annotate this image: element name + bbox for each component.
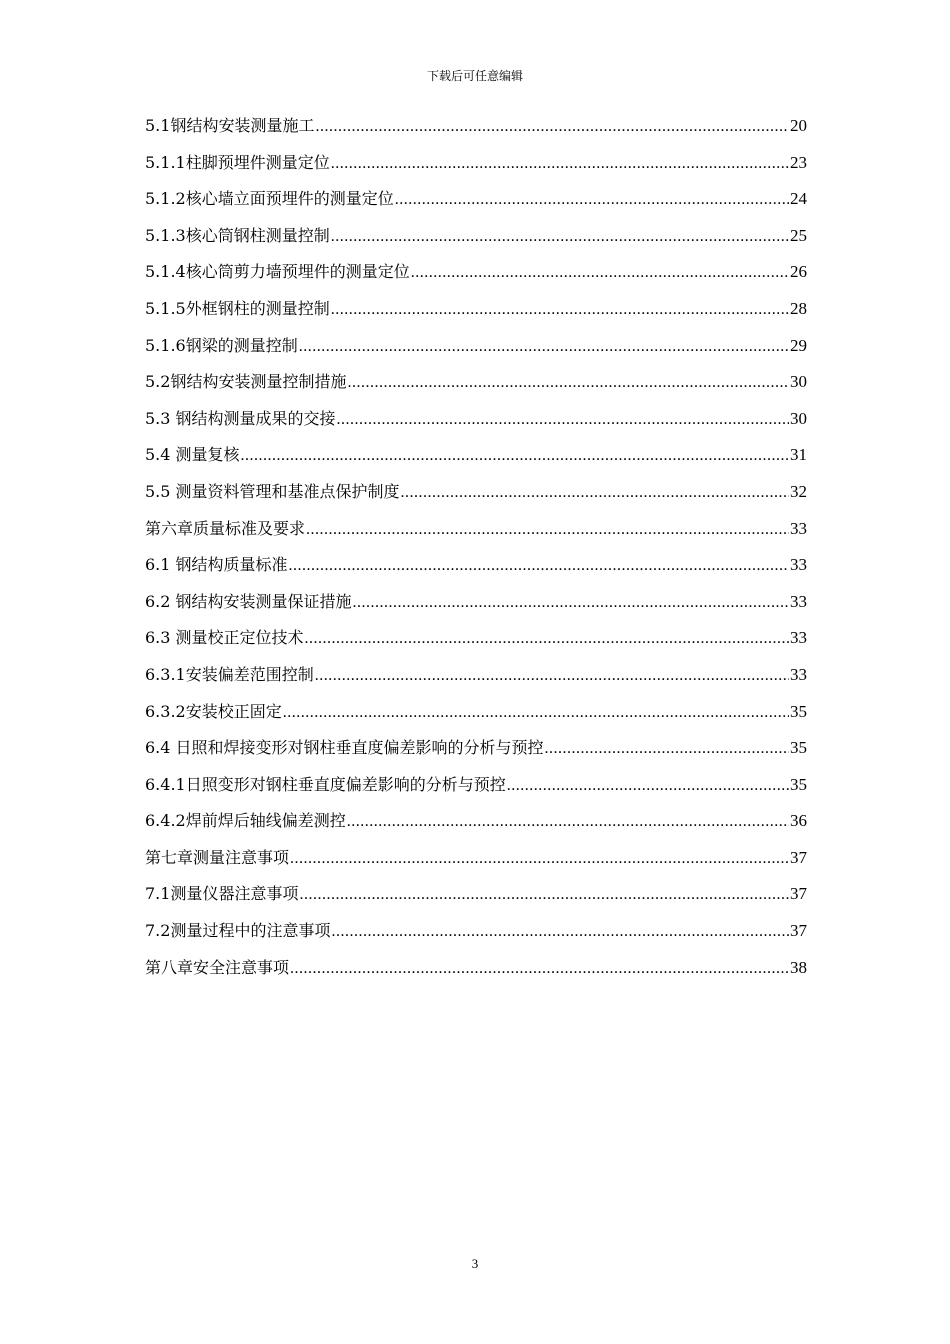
toc-entry[interactable] <box>145 620 807 657</box>
toc-entry[interactable] <box>145 364 807 401</box>
page-number: 3 <box>471 1256 479 1271</box>
toc-leader-dots <box>507 768 789 805</box>
toc-entry[interactable] <box>145 181 807 218</box>
toc-leader-dots <box>395 182 789 219</box>
toc-entry-page: 33 <box>790 518 807 538</box>
toc-leader-dots <box>306 512 789 549</box>
page-header: 下载后可任意编辑 <box>426 69 523 83</box>
toc-entry-page: 37 <box>790 847 807 867</box>
toc-entry-page: 20 <box>790 116 807 135</box>
toc-leader-dots <box>401 475 789 512</box>
toc-entry-page: 33 <box>790 555 807 575</box>
toc-entry-page: 38 <box>790 957 807 977</box>
toc-entry-title: 5.2钢结构安装测量控制措施 <box>145 372 347 392</box>
table-of-contents <box>145 108 807 986</box>
toc-leader-dots <box>331 146 789 183</box>
toc-entry-page: 23 <box>790 152 807 172</box>
toc-leader-dots <box>299 877 789 914</box>
toc-entry-title: 6.3.2安装校正固定 <box>145 701 282 721</box>
toc-entry-title: 5.1.6钢梁的测量控制 <box>145 335 298 355</box>
toc-leader-dots <box>241 438 789 475</box>
toc-entry[interactable] <box>145 730 807 767</box>
toc-entry-title: 5.5 测量资料管理和基准点保护制度 <box>145 481 400 501</box>
toc-entry-page: 25 <box>790 225 807 245</box>
toc-entry-page: 30 <box>790 372 807 392</box>
toc-entry-title: 6.1 钢结构质量标准 <box>145 555 288 575</box>
toc-entry[interactable] <box>145 803 807 840</box>
toc-entry-title: 6.3.1安装偏差范围控制 <box>145 664 314 684</box>
toc-entry-title: 6.4.1日照变形对钢柱垂直度偏差影响的分析与预控 <box>145 774 506 794</box>
toc-leader-dots <box>331 292 789 329</box>
toc-entry[interactable] <box>145 694 807 731</box>
toc-leader-dots <box>337 402 789 439</box>
toc-entry-page: 35 <box>790 738 807 758</box>
toc-entry-page: 37 <box>790 921 807 941</box>
toc-leader-dots <box>305 621 789 658</box>
toc-leader-dots <box>353 585 789 622</box>
toc-entry[interactable] <box>145 254 807 291</box>
toc-entry-page: 33 <box>790 591 807 611</box>
toc-leader-dots <box>331 219 789 256</box>
toc-entry-title: 5.1.2核心墙立面预埋件的测量定位 <box>145 189 394 209</box>
toc-entry-title: 5.1钢结构安装测量施工 <box>145 116 315 135</box>
toc-leader-dots <box>290 951 789 988</box>
toc-entry-title: 5.1.1柱脚预埋件测量定位 <box>145 152 330 172</box>
toc-entry-title: 5.3 钢结构测量成果的交接 <box>145 408 336 428</box>
toc-entry-page: 26 <box>790 262 807 282</box>
toc-entry-page: 35 <box>790 701 807 721</box>
toc-leader-dots <box>289 548 789 585</box>
toc-entry-title: 第七章测量注意事项 <box>145 847 290 867</box>
toc-entry-title: 第六章质量标准及要求 <box>145 518 306 538</box>
toc-entry-page: 24 <box>790 189 807 209</box>
toc-leader-dots <box>299 329 789 366</box>
toc-leader-dots <box>315 658 789 695</box>
toc-entry-page: 32 <box>790 481 807 501</box>
toc-entry-page: 35 <box>790 774 807 794</box>
toc-entry-page: 36 <box>790 811 807 831</box>
toc-entry[interactable] <box>145 913 807 950</box>
toc-entry[interactable] <box>145 437 807 474</box>
toc-entry[interactable] <box>145 401 807 438</box>
toc-entry-title: 第八章安全注意事项 <box>145 957 290 977</box>
toc-entry[interactable] <box>145 218 807 255</box>
toc-entry-page: 33 <box>790 628 807 648</box>
toc-entry-title: 7.1测量仪器注意事项 <box>145 884 299 904</box>
toc-entry-title: 5.4 测量复核 <box>145 445 240 465</box>
toc-entry[interactable] <box>145 840 807 877</box>
toc-entry-page: 31 <box>790 445 807 465</box>
toc-entry[interactable] <box>145 657 807 694</box>
toc-entry-page: 33 <box>790 664 807 684</box>
toc-entry-page: 28 <box>790 298 807 318</box>
toc-leader-dots <box>347 365 789 402</box>
toc-leader-dots <box>545 731 789 768</box>
toc-entry[interactable] <box>145 108 807 145</box>
toc-entry-title: 5.1.5外框钢柱的测量控制 <box>145 298 330 318</box>
toc-entry[interactable] <box>145 145 807 182</box>
toc-entry[interactable] <box>145 547 807 584</box>
toc-entry-title: 6.2 钢结构安装测量保证措施 <box>145 591 352 611</box>
toc-entry[interactable] <box>145 291 807 328</box>
toc-entry-page: 37 <box>790 884 807 904</box>
toc-entry[interactable] <box>145 876 807 913</box>
toc-entry-title: 6.4 日照和焊接变形对钢柱垂直度偏差影响的分析与预控 <box>145 738 544 758</box>
toc-entry-title: 6.4.2焊前焊后轴线偏差测控 <box>145 811 346 831</box>
toc-entry-title: 7.2测量过程中的注意事项 <box>145 921 331 941</box>
toc-leader-dots <box>347 804 789 841</box>
toc-leader-dots <box>331 914 789 951</box>
toc-entry-page: 29 <box>790 335 807 355</box>
toc-entry[interactable] <box>145 511 807 548</box>
toc-leader-dots <box>283 695 789 732</box>
toc-entry-title: 6.3 测量校正定位技术 <box>145 628 304 648</box>
toc-leader-dots <box>290 841 789 878</box>
toc-entry-title: 5.1.4核心筒剪力墙预埋件的测量定位 <box>145 262 410 282</box>
toc-entry[interactable] <box>145 950 807 987</box>
toc-leader-dots <box>411 255 789 292</box>
toc-entry-title: 5.1.3核心筒钢柱测量控制 <box>145 225 330 245</box>
toc-entry[interactable] <box>145 328 807 365</box>
toc-leader-dots <box>315 109 789 146</box>
toc-entry-page: 30 <box>790 408 807 428</box>
toc-entry[interactable] <box>145 584 807 621</box>
toc-entry[interactable] <box>145 767 807 804</box>
toc-entry[interactable] <box>145 474 807 511</box>
